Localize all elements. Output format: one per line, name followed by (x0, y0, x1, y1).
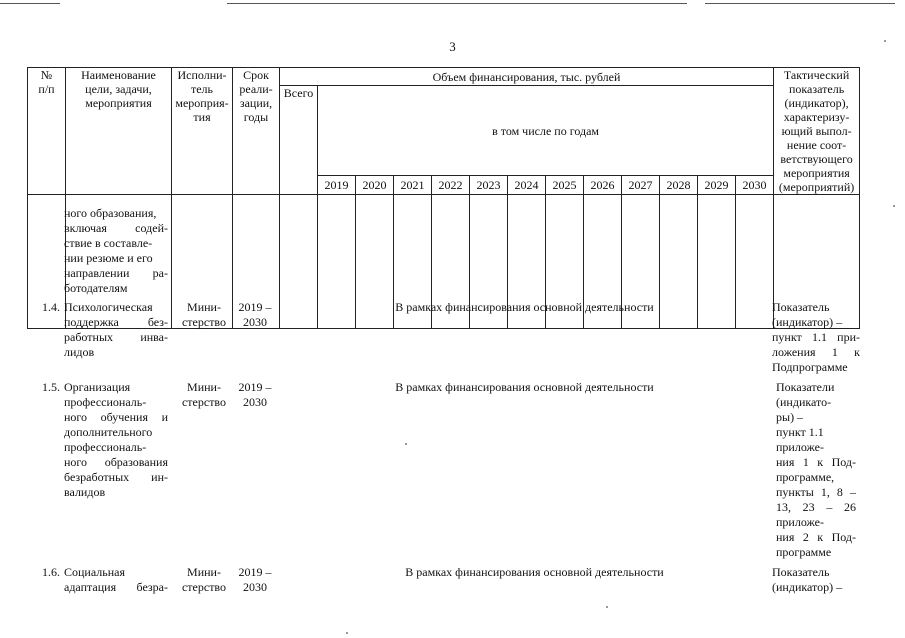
row-name: Социальная адаптация безра- (64, 565, 168, 594)
financing-title: Объем финансирования, тыс. рублей (280, 68, 774, 86)
by-years-label: в том числе по годам (318, 86, 774, 176)
scan-speck (893, 205, 895, 207)
row-number: 1.4. (42, 300, 60, 314)
scan-speck (405, 443, 407, 445)
year-2030: 2030 (736, 176, 774, 195)
row-financing: В рамках финансирования основной деятельности (395, 300, 654, 314)
year-2020: 2020 (356, 176, 394, 195)
row-term: 2019 – 2030 (238, 300, 272, 329)
row-term: 2019 – 2030 (238, 565, 272, 594)
top-rule (0, 3, 60, 4)
row-name: Психологическая поддержка без- работных инва- лидов (64, 300, 168, 359)
scan-speck (884, 40, 886, 42)
row-indicator: Показатель (индикатор) – пункт 1.1 при- ложения 1 к Подпрограмме (772, 300, 860, 374)
year-2025: 2025 (546, 176, 584, 195)
header-name-cell: Наименование цели, задачи, мероприятия (66, 68, 172, 195)
row-executor: Мини- стерство (181, 300, 227, 329)
row-financing: В рамках финансирования основной деятельности (405, 565, 664, 579)
year-2029: 2029 (698, 176, 736, 195)
page-number: 3 (449, 39, 456, 54)
header-total-cell: Всего (280, 86, 318, 195)
year-2022: 2022 (432, 176, 470, 195)
top-rule (705, 3, 895, 4)
scan-speck (606, 606, 608, 608)
row-executor: Мини- стерство (181, 380, 227, 409)
row-financing: В рамках финансирования основной деятельности (395, 380, 654, 394)
header-num-cell: № п/п (28, 68, 66, 195)
row-number: 1.5. (42, 380, 60, 394)
row-name: Организация профессиональ- ного обучения и дополнительного профессиональ- ного образования безработных ин- валидов (64, 380, 168, 499)
row-executor: Мини- стерство (181, 565, 227, 594)
row-term: 2019 – 2030 (238, 380, 272, 409)
row-indicator: Показатель (индикатор) – (772, 565, 843, 594)
row-number: 1.6. (42, 565, 60, 579)
year-2023: 2023 (470, 176, 508, 195)
year-2019: 2019 (318, 176, 356, 195)
top-rule (227, 3, 687, 4)
year-2024: 2024 (508, 176, 546, 195)
scan-speck (346, 632, 348, 634)
year-2028: 2028 (660, 176, 698, 195)
row-indicator: Показатели (индикато- ры) – пункт 1.1 приложе- ния 1 к Под- программе, пункты 1, 8 – 13, 23 – 26 приложе- ния 2 к Под- программе (776, 380, 856, 559)
header-indicator-cell: Тактический показатель (индикатор), характеризу- ющий выпол- нение соот- ветствующего мероприятия (мероприятий) (774, 68, 860, 195)
header-term-cell: Срок реали- зации, годы (233, 68, 280, 195)
header-exec-cell: Исполни- тель мероприя- тия (172, 68, 233, 195)
year-2026: 2026 (584, 176, 622, 195)
year-2027: 2027 (622, 176, 660, 195)
continuation-text: ного образования, включая содей- ствие в составле- нии резюме и его направлении ра- ботодателям (64, 206, 168, 295)
year-2021: 2021 (394, 176, 432, 195)
